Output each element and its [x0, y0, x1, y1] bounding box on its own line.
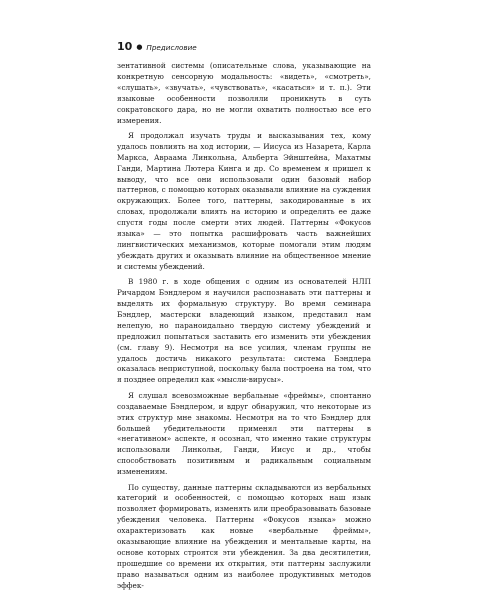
- paragraph: В 1980 г. в ходе общения с одним из основателей НЛП Ричардом Бэндлером я научился распознавать эти паттерны и выделять их формальную структуру. Во время семинара Бэндлер, мастерски владеющий языком, представил нам нелепую, но параноидально твердую систему убеждений и предложил попытаться заставить его изменить эти убеждения (см. главу 9). Несмотря на все усилия, членам группы не удалось достичь никакого результата: система Бэндлера оказалась неприступной, поскольку была построена на том, что я позднее определил как «мысли-вирусы».: [117, 277, 371, 385]
- paragraph: Я продолжал изучать труды и высказывания тех, кому удалось повлиять на ход истории, — Иисуса из Назарета, Карла Маркса, Авраама Линкольна, Альберта Эйнштейна, Махатмы Ганди, Мартина Лютера Кинга и др. Со временем я пришел к выводу, что все они использовали один базовый набор паттернов, с помощью которых оказывали влияние на суждения окружающих. Более того, паттерны, закодированные в их словах, продолжали влиять на историю и определять ее даже спустя годы после смерти этих людей. Паттерны «Фокусов языка» — это попытка расшифровать часть важнейших лингвистических механизмов, которые помогали этим людям убеждать других и оказывать влияние на общественное мнение и системы убеждений.: [117, 130, 371, 271]
- paragraph: Я слушал всевозможные вербальные «фреймы», спонтанно создаваемые Бэндлером, и вдруг обнаружил, что некоторые из этих структур мне знакомы. Несмотря на то что Бэндлер для большей убедительности применял эти паттерны в «негативном» аспекте, я осознал, что именно такие структуры использовали Линкольн, Ганди, Иисус и др., чтобы способствовать позитивным и радикальным социальным изменениям.: [117, 390, 371, 477]
- page-number: 10: [117, 40, 133, 53]
- body-text: [117, 61, 371, 592]
- running-head: [117, 40, 371, 56]
- paragraph-continuation: зентативной системы (описательные слова, указывающие на конкретную сенсорную модальность: «видеть», «смотреть», «слушать», «звучать», «чувствовать», «касаться» и т. п.). Эти языковые особенности позволяли проникнуть в суть сократовского дара, но не могли охватить полностью все его измерения.: [117, 61, 371, 125]
- paragraph: По существу, данные паттерны складываются из вербальных категорий и особенностей, с помощью которых наш язык позволяет формировать, изменять или преобразовывать базовые убеждения человека. Паттерны «Фокусов языка» можно охарактеризовать как новые «вербальные фреймы», оказывающие влияние на убеждения и ментальные карты, на основе которых строятся эти убеждения. За два десятилетия, прошедшие со времени их открытия, эти паттерны заслужили право называться одним из наиболее продуктивных методов эффек-: [117, 482, 371, 590]
- section-title: Предисловие: [146, 43, 197, 52]
- book-page: [117, 40, 371, 596]
- bullet-icon: ●: [136, 43, 143, 51]
